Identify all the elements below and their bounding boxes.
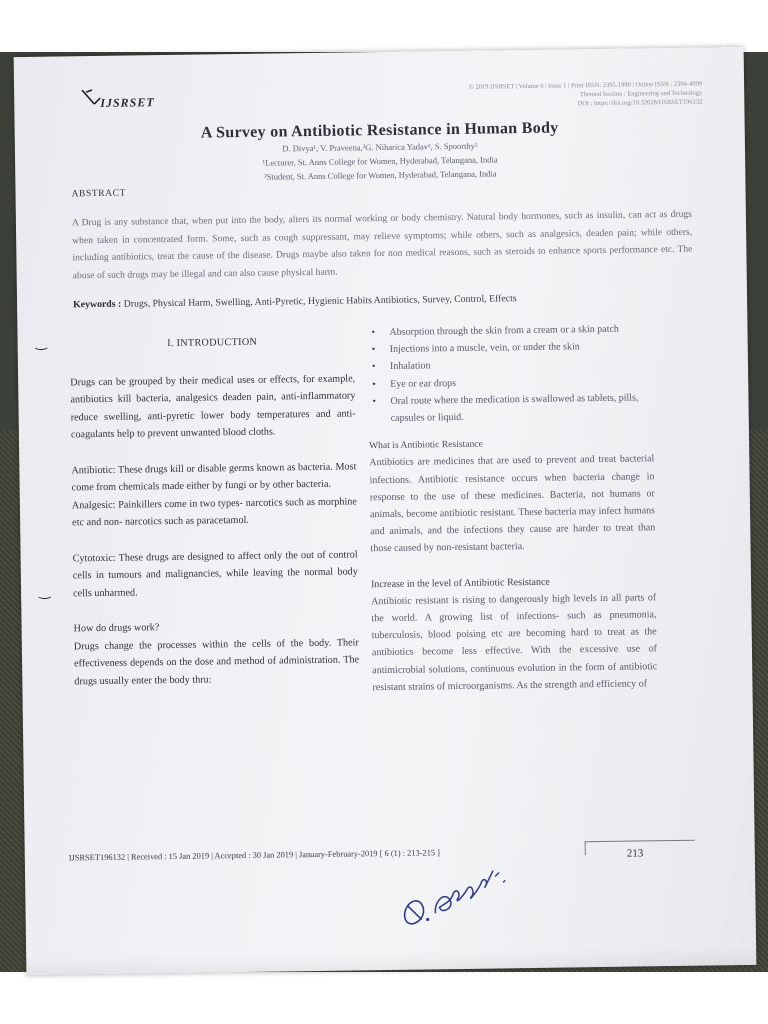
section-heading: I. INTRODUCTION [167, 336, 258, 350]
subheading: What is Antibiotic Resistance [369, 438, 483, 452]
cytotoxic-paragraph: Cytotoxic: These drugs are designed to affect only the out of control cells in tumours and malignancies, while leaving the normal body cells unharmed. [72, 548, 358, 599]
footer-rule [585, 840, 695, 843]
subheading: Increase in the level of Antibiotic Resistance [370, 576, 550, 590]
list-item: • Absorption through the skin from a cream or a skin patch [367, 320, 652, 341]
paper-page [14, 47, 757, 975]
right-column [367, 320, 657, 714]
footer-rule-tick [585, 841, 586, 855]
antibiotic-paragraph: Antibiotic: These drugs kill or disable germs known as bacteria. Most come from chemicals made either by fungi or by other bacteria. [71, 460, 357, 494]
intro-paragraph: Drugs can be grouped by their medical uses or effects, for example, antibiotics kill bacteria, analgesics deaden pain, anti-inflammatory reduce swelling, anti-pyretic lower body temperatures and anti-coagulants help to prevent unwanted blood cloths. [70, 372, 356, 441]
increase-paragraph: Antibiotic resistant is rising to dangerously high levels in all parts of the world. A growing list of infections- such as pneumonia, tuberculosis, blood poising etc are becoming hard to treat as the antibiotics become less effective. With the excessive use of antimicrobial solutions, continuous evolution in the form of antibiotic resistant strains of microorganisms. As the strength and efficiency of [371, 592, 658, 694]
keywords-label: Keywords : [73, 298, 122, 311]
list-item: • Inhalation [368, 355, 653, 376]
page-number: 213 [626, 847, 644, 860]
abstract-heading: ABSTRACT [71, 188, 127, 200]
list-item: • Eye or ear drops [368, 372, 653, 393]
administration-list [367, 320, 653, 427]
abstract-text: A Drug is any substance that, when put into the body, alters its normal working or body chemistry. Natural body hormones, such as insulin, can act as drugs when taken in concentrated form. Some, such as cough suppressant, may relieve symptoms; while others, such as analgesics, deaden pain; while others, including antibiotics, treat the cause of the disease. Drugs maybe also taken for non medical reasons, such as steroids to enhance sports performance etc. The abuse of such drugs may be illegal and can also cause physical harm. [71, 208, 693, 281]
subheading: How do drugs work? [73, 622, 160, 635]
header-meta [342, 80, 702, 112]
drugs-work-paragraph: Drugs change the processes within the cells of the body. Their effectiveness depends on the dose and method of administration. The drugs usually enter the body thru: [73, 636, 360, 687]
author-block [15, 135, 746, 187]
keywords-line [73, 291, 703, 311]
affiliation: ²Student, St. Anns College for Women, Hyderabad, Telangana, India [263, 168, 497, 182]
keywords-list: Drugs, Physical Harm, Swelling, Anti-Pyretic, Hygienic Habits Antibiotics, Survey, Control, Effects [123, 293, 517, 310]
analgesic-paragraph: Analgesic: Painkillers come in two types- narcotics such as morphine etc and non- narcotics such as paracetamol. [71, 495, 357, 529]
resistance-paragraph: Antibiotics are medicines that are used to prevent and treat bacterial infections. Antibiotic resistance occurs when bacteria change in response to the use of these medicines. Bacteria, not humans or animals, become antibiotic resistant. These bacteria may infect humans and animals, and the infections they cause are harder to treat than those caused by non-resistant bacteria. [369, 453, 656, 555]
header-meta-line: © 2019 IJSRSET | Volume 6 | Issue 1 | Print ISSN: 2395-1990 | Online ISSN : 2394-4099 [468, 80, 703, 91]
affiliation: ¹Lecturer, St. Anns College for Women, Hyderabad, Telangana, India [262, 154, 498, 168]
header-meta-line: Themed Section : Engineering and Technology [579, 89, 703, 99]
left-column [70, 332, 360, 708]
authors: D. Divya¹, V. Praveena,²G. Niharica Yadav², S. Spoorthy² [282, 140, 478, 154]
margin-mark: ‿ [35, 335, 47, 351]
journal-logo-text: IJSRSET [100, 95, 155, 110]
handwritten-signature [395, 862, 526, 934]
paper-title: A Survey on Antibiotic Resistance in Human Body [200, 119, 559, 142]
header-meta-line: DOI : https://doi.org/10.32628/IJSRSET196132 [577, 98, 703, 108]
list-item: • Injections into a muscle, vein, or under the skin [368, 337, 653, 358]
margin-mark: ‿ [38, 584, 51, 600]
list-item: • Oral route where the medication is swallowed as tablets, pills, capsules or liquid. [368, 389, 653, 427]
footer-citation: IJSRSET196132 | Received : 15 Jan 2019 | Accepted : 30 Jan 2019 | January-February-2019 [ 6 (1) : 213-215 ] [68, 848, 440, 863]
